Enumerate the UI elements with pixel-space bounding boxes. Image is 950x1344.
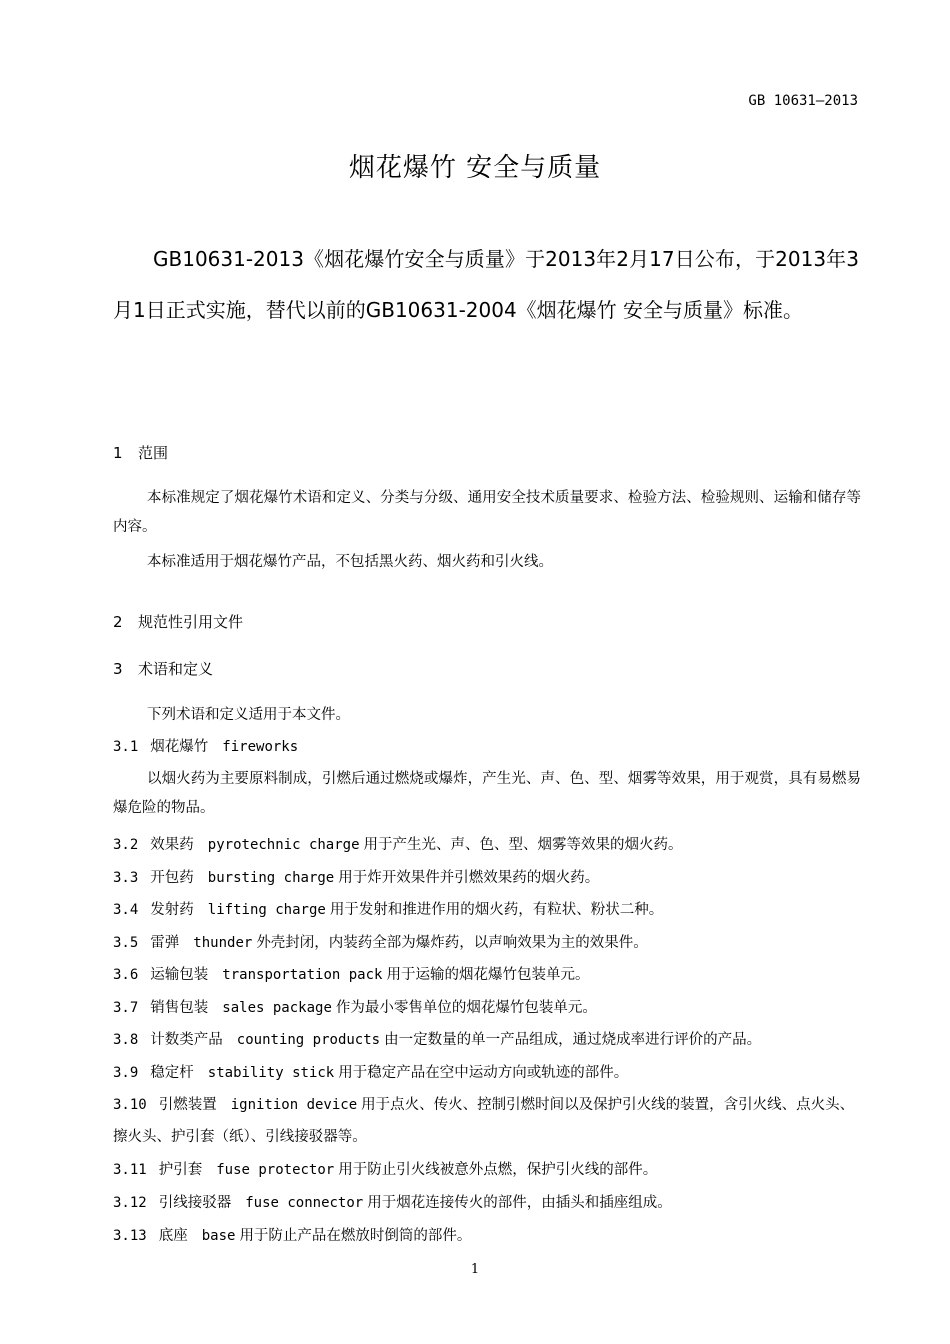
intro-paragraph: GB10631-2013《烟花爆竹安全与质量》于2013年2月17日公布，于2013年3月1日正式实施，替代以前的GB10631-2004《烟花爆竹 安全与质量》标准。	[113, 247, 859, 322]
term-number: 3.7	[113, 1000, 139, 1016]
term-name: 引线接驳器	[158, 1195, 232, 1211]
term-definition: 用于防止引火线被意外点燃，保护引火线的部件。	[338, 1162, 658, 1178]
term-name: 发射药	[150, 902, 194, 918]
term-definition: 由一定数量的单一产品组成，通过烧成率进行评价的产品。	[384, 1032, 762, 1048]
term-name: 效果药	[150, 837, 194, 853]
term-3-11	[113, 1154, 863, 1186]
term-number: 3.5	[113, 935, 139, 951]
section-number: 1	[113, 444, 123, 462]
term-definition: 用于炸开效果件并引燃效果药的烟火药。	[338, 870, 600, 886]
term-name: 销售包装	[150, 1000, 209, 1016]
term-definition: 外壳封闭，内装药全部为爆炸药，以声响效果为主的效果件。	[256, 935, 648, 951]
term-english: ignition device	[230, 1097, 358, 1113]
term-number: 3.6	[113, 967, 139, 983]
term-3-13	[113, 1220, 863, 1252]
term-name: 护引套	[158, 1162, 203, 1178]
term-english: sales package	[222, 1000, 332, 1016]
term-number: 3.1	[113, 739, 139, 755]
section-title: 规范性引用文件	[138, 613, 244, 631]
term-name: 运输包装	[150, 967, 209, 983]
term-definition: 用于防止产品在燃放时倒筒的部件。	[239, 1228, 472, 1244]
term-english: base	[201, 1228, 236, 1244]
term-3-1	[113, 731, 863, 763]
section-3-heading	[113, 658, 213, 679]
term-name: 开包药	[150, 870, 194, 886]
term-number: 3.13	[113, 1228, 147, 1244]
page-number: 1	[470, 1262, 480, 1277]
term-3-4	[113, 894, 863, 926]
term-english: lifting charge	[207, 902, 326, 918]
term-3-7	[113, 992, 863, 1024]
term-english: fuse protector	[216, 1162, 335, 1178]
document-title: 烟花爆竹 安全与质量	[348, 153, 602, 183]
term-name: 雷弹	[150, 935, 180, 951]
terms-intro: 下列术语和定义适用于本文件。	[147, 707, 350, 723]
term-english: fireworks	[222, 739, 299, 755]
term-3-10	[113, 1089, 863, 1153]
term-3-2	[113, 829, 863, 861]
term-3-8	[113, 1024, 863, 1056]
term-3-9	[113, 1057, 863, 1089]
term-number: 3.9	[113, 1065, 139, 1081]
term-definition: 作为最小零售单位的烟花爆竹包装单元。	[335, 1000, 597, 1016]
term-definition: 用于稳定产品在空中运动方向或轨迹的部件。	[338, 1065, 629, 1081]
term-3-3	[113, 862, 863, 894]
scope-paragraph-2: 本标准适用于烟花爆竹产品，不包括黑火药、烟火药和引火线。	[147, 554, 553, 570]
term-name: 引燃装置	[158, 1097, 217, 1113]
term-english: stability stick	[207, 1065, 335, 1081]
section-number: 2	[113, 613, 123, 631]
section-title: 术语和定义	[138, 660, 214, 678]
term-number: 3.12	[113, 1195, 147, 1211]
scope-paragraph-1: 本标准规定了烟花爆竹术语和定义、分类与分级、通用安全技术质量要求、检验方法、检验规则、运输和储存等内容。	[113, 490, 861, 535]
term-3-12	[113, 1187, 863, 1219]
term-number: 3.10	[113, 1097, 147, 1113]
term-definition: 用于点火、传火、控制引燃时间以及保护引火线的装置，含引火线、点火头、擦火头、护引套（纸）、引线接驳器等。	[113, 1097, 855, 1145]
term-english: transportation pack	[222, 967, 383, 983]
term-definition: 用于运输的烟花爆竹包装单元。	[386, 967, 590, 983]
term-definition: 用于发射和推进作用的烟火药，有粒状、粉状二种。	[329, 902, 664, 918]
section-1-heading	[113, 442, 168, 463]
term-number: 3.2	[113, 837, 139, 853]
term-number: 3.4	[113, 902, 139, 918]
term-3-5	[113, 927, 863, 959]
term-number: 3.8	[113, 1032, 139, 1048]
term-name: 稳定杆	[150, 1065, 194, 1081]
section-number: 3	[113, 660, 123, 678]
term-name: 烟花爆竹	[150, 739, 209, 755]
document-code: GB 10631—2013	[748, 93, 858, 109]
term-3-6	[113, 959, 863, 991]
term-english: counting products	[236, 1032, 381, 1048]
term-number: 3.11	[113, 1162, 147, 1178]
term-definition: 用于烟花连接传火的部件，由插头和插座组成。	[367, 1195, 672, 1211]
term-name: 计数类产品	[150, 1032, 223, 1048]
term-number: 3.3	[113, 870, 139, 886]
term-english: thunder	[193, 935, 253, 951]
term-name: 底座	[158, 1228, 188, 1244]
term-english: pyrotechnic charge	[207, 837, 360, 853]
term-english: fuse connector	[245, 1195, 364, 1211]
term-3-1-definition: 以烟火药为主要原料制成，引燃后通过燃烧或爆炸，产生光、声、色、型、烟雾等效果，用于观赏，具有易燃易爆危险的物品。	[113, 771, 861, 816]
section-title: 范围	[138, 444, 169, 462]
term-english: bursting charge	[207, 870, 335, 886]
term-definition: 用于产生光、声、色、型、烟雾等效果的烟火药。	[363, 837, 683, 853]
section-2-heading	[113, 611, 243, 632]
